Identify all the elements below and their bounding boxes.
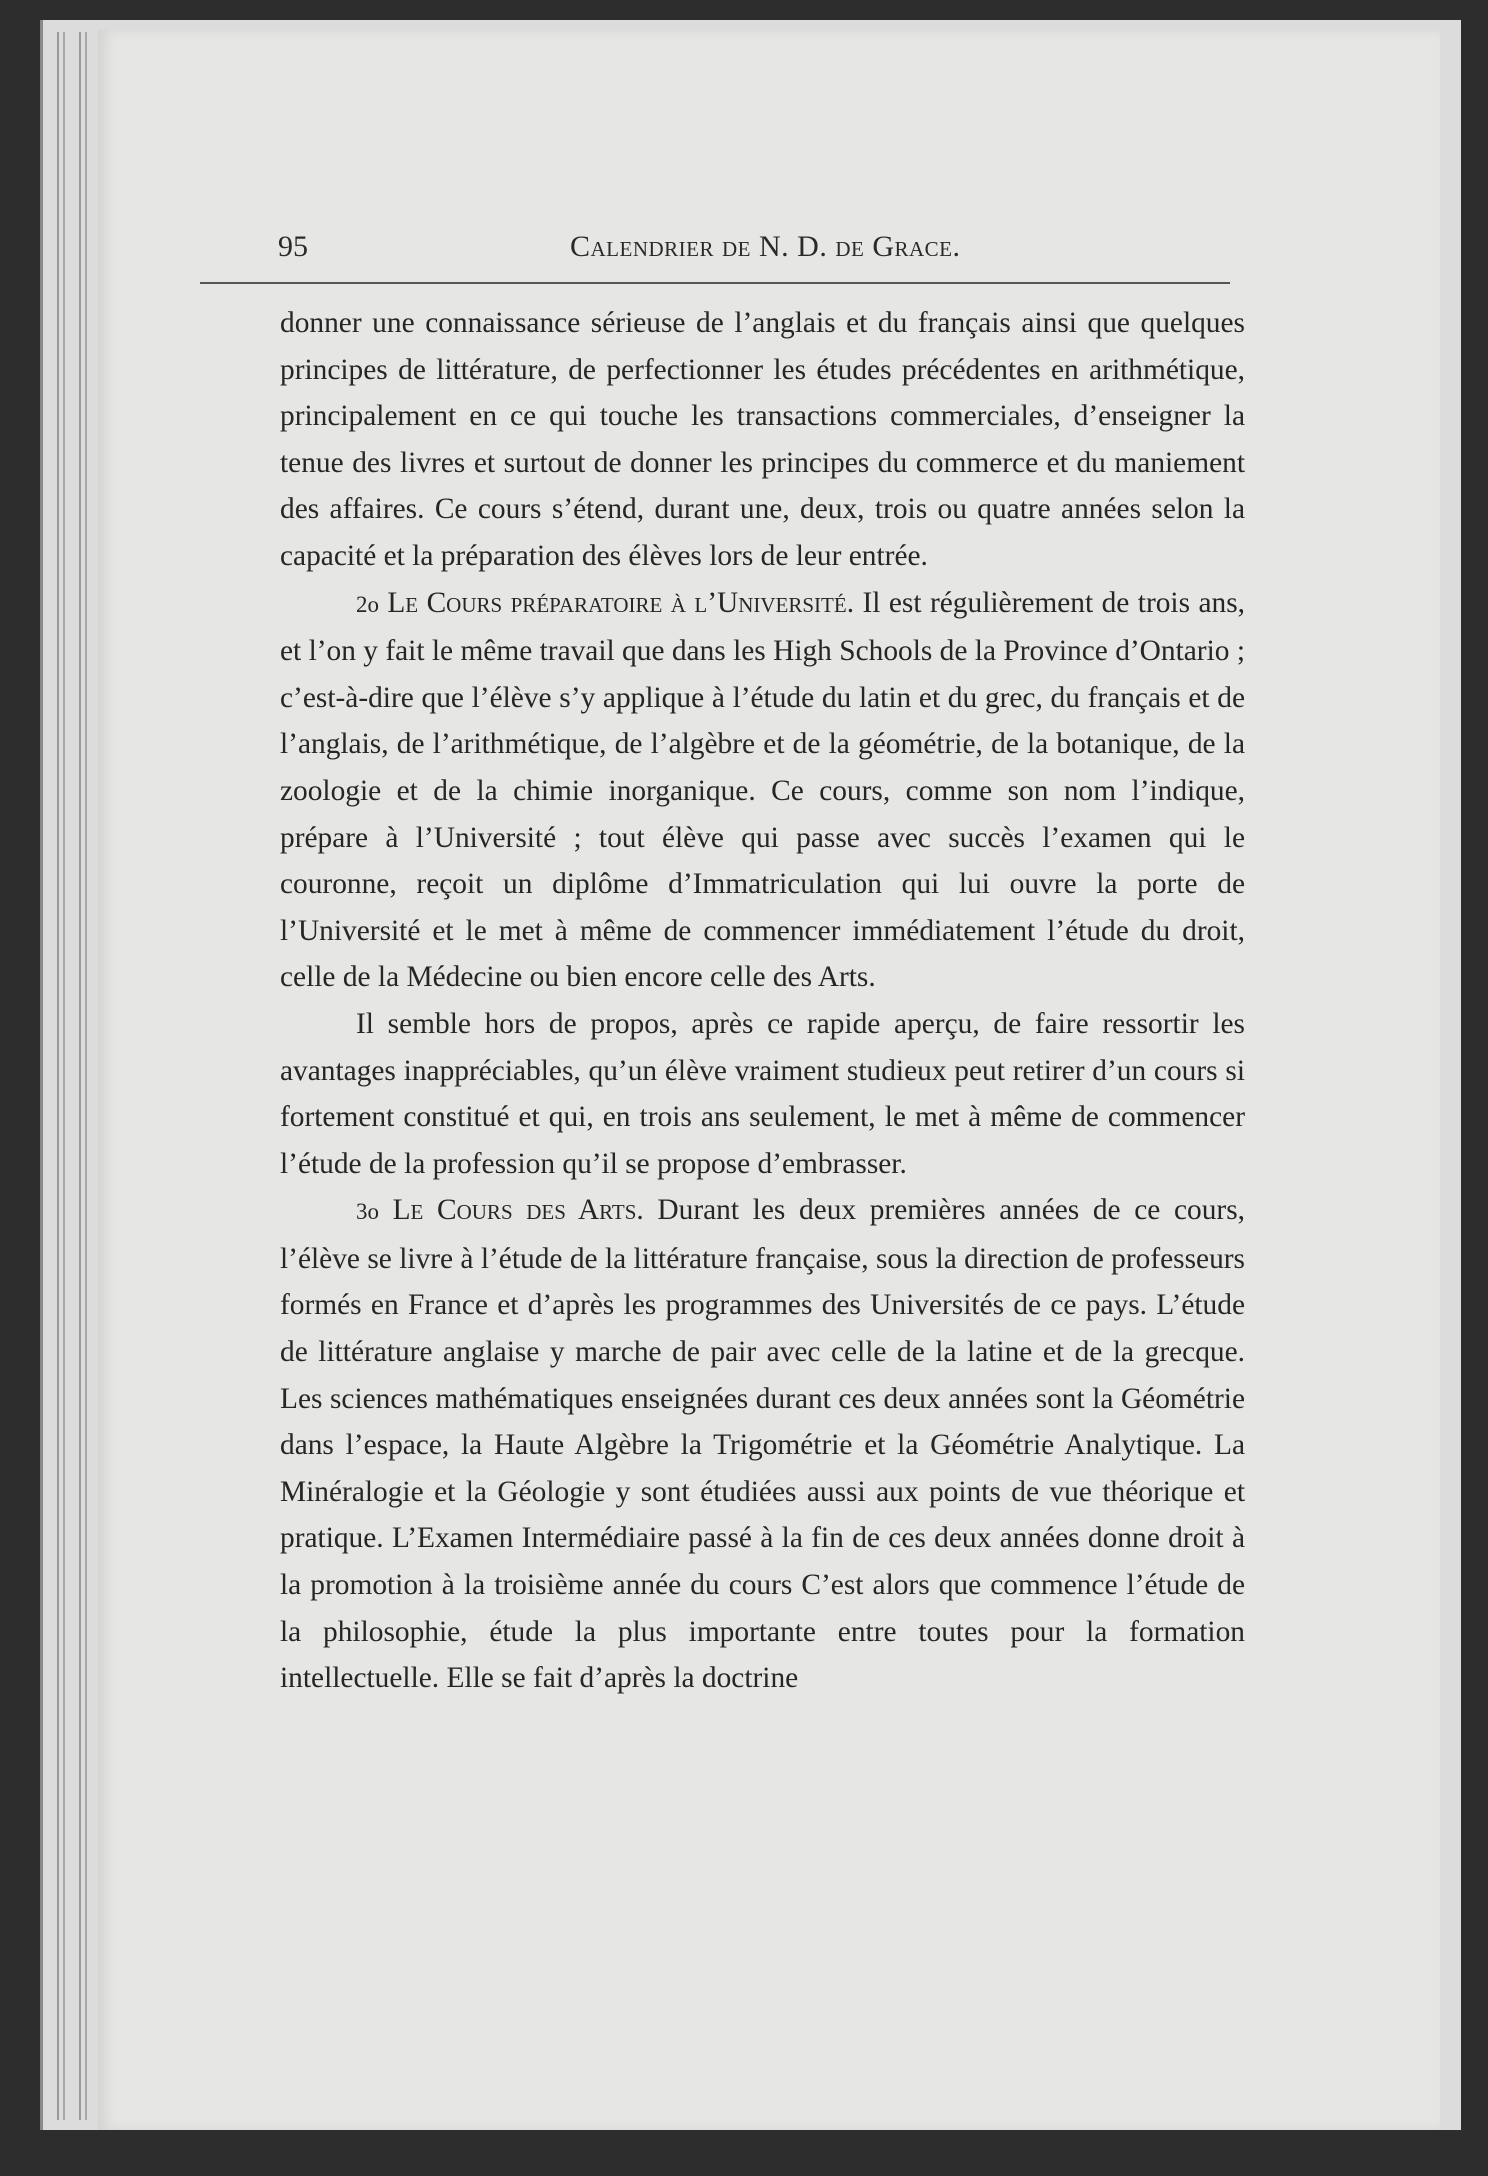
paragraph-2: [280, 580, 1245, 1001]
paragraph-text: Durant les deux premières années de ce cours, l’élève se livre à l’étude de la littérature française, sous la direction de professeurs formés en France et d’après les programmes des Universités de ce pays. L’étude de littérature anglaise y marche de pair avec celle de la latine et de la grecque. Les sciences mathématiques enseignées durant ces deux années sont la Géométrie dans l’espace, la Haute Algèbre la Trigométrie et la Géométrie Analytique. La Minéralogie et la Géologie y sont étudiées aussi aux points de vue théorique et pratique. L’Examen Intermédiaire passé à la fin de ces deux années donne droit à la promotion à la troisième année du cours C’est alors que commence l’étude de la philosophie, étude la plus importante entre toutes pour la formation intellectuelle. Elle se fait d’après la doctrine: [280, 1194, 1245, 1695]
paragraph-1: donner une connaissance sérieuse de l’anglais et du français ainsi que quelques principes de littérature, de perfectionner les études précédentes en arithmétique, principalement en ce qui touche les transactions commerciales, d’enseigner la tenue des livres et surtout de donner les principes du commerce et du maniement des affaires. Ce cours s’étend, durant une, deux, trois ou quatre années selon la capacité et la préparation des élèves lors de leur entrée.: [280, 307, 1245, 572]
paragraph-text: Il est régulièrement de trois ans, et l’on y fait le même travail que dans les High Schools de la Province d’Ontario ; c’est-à-dire que l’élève s’y applique à l’étude du latin et du grec, du français et de l’anglais, de l’arithmétique, de l’algèbre et de la géométrie, de la botanique, de la zoologie et de la chimie inorganique. Ce cours, comme son nom l’indique, prépare à l’Université ; tout élève qui passe avec succès l’examen qui le couronne, reçoit un diplôme d’Immatriculation qui lui ouvre la porte de l’Université et le met à même de commencer immédiatement l’étude du droit, celle de la Médecine ou bien encore celle des Arts.: [280, 586, 1245, 994]
section-number: 3o: [356, 1199, 379, 1225]
page-header: [180, 230, 1230, 274]
body-text: [280, 300, 1245, 1702]
paragraph-4: [280, 1187, 1245, 1702]
section-number: 2o: [356, 591, 379, 617]
header-rule: [200, 282, 1230, 284]
running-title: Calendrier de N. D. de Grace.: [570, 230, 961, 263]
section-heading: Le Cours des Arts.: [392, 1194, 644, 1227]
section-heading: Le Cours préparatoire à l’Université.: [387, 586, 855, 619]
page-number: 95: [278, 230, 308, 263]
paragraph-3: Il semble hors de propos, après ce rapide aperçu, de faire ressortir les avantages inappréciables, qu’un élève vraiment studieux peut retirer d’un cours si fortement constitué et qui, en trois ans seulement, le met à même de commencer l’étude de la profession qu’il se propose d’embrasser.: [280, 1007, 1245, 1180]
